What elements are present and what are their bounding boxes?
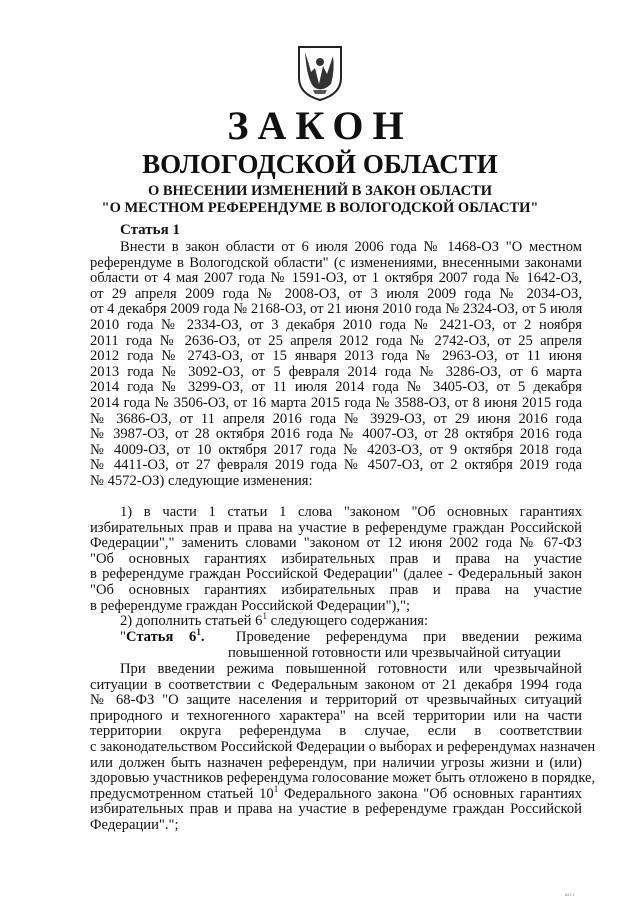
text-line: № 3987-ОЗ, от 28 октября 2016 года № 4007-ОЗ, от 28 октября 2016 года xyxy=(90,426,582,443)
text-line: территории округа референдума в случае, если в соответствии xyxy=(90,723,582,740)
text-line: "Об основных гарантиях избирательных прав и права на участие xyxy=(90,581,582,598)
text-line: № 68-ФЗ "О защите населения и территорий от чрезвычайных ситуаций xyxy=(90,692,582,709)
region-title: ВОЛОГОДСКОЙ ОБЛАСТИ xyxy=(142,149,498,179)
text-line: 2012 года № 2743-ОЗ, от 15 января 2013 года № 2963-ОЗ, от 11 июня xyxy=(90,348,582,365)
text-line: 2013 года № 3092-ОЗ, от 5 февраля 2014 года № 3286-ОЗ, от 6 марта xyxy=(90,363,582,380)
text-line: № 3686-ОЗ, от 11 апреля 2016 года № 3929-ОЗ, от 29 июня 2016 года xyxy=(90,410,582,427)
text-line: "Статья $6^1$. Проведение референдума при введении режима xyxy=(120,627,583,645)
article-1-item-2 xyxy=(90,611,582,630)
text-line: 2010 года № 2334-ОЗ, от 3 декабря 2010 года № 2421-ОЗ, от 2 ноября xyxy=(90,316,582,333)
text-line: предусмотренном статьей $10^1$ Федерального закона "Об основных гарантиях xyxy=(90,783,583,802)
text-line: № 4572-ОЗ) следующие изменения: xyxy=(90,472,313,489)
text-line: избирательных прав и права на участие в референдуме граждан Российской xyxy=(90,801,582,818)
text-line: от 4 декабря 2009 года № 2168-ОЗ, от 21 июня 2010 года № 2324-ОЗ, от 5 июля xyxy=(90,301,583,318)
subtitle-line-1: О ВНЕСЕНИИ ИЗМЕНЕНИЙ В ЗАКОН ОБЛАСТИ xyxy=(147,183,493,199)
text-line: Федерации"."; xyxy=(90,816,179,833)
article-1-intro xyxy=(90,240,582,490)
article-1-item-1 xyxy=(90,505,582,614)
text-line: в референдуме граждан Российской Федерации"),"; xyxy=(90,597,411,614)
text-line: ситуации в соответствии с Федеральным законом от 21 декабря 1994 года xyxy=(90,676,582,693)
text-line: 2) дополнить статьей $6^1$ следующего содержания: xyxy=(120,611,429,629)
text-line: природного и техногенного характера" на всей территории или на части xyxy=(90,707,582,724)
text-line: здоровью участников референдума голосование может быть отложено в порядке, xyxy=(90,770,596,787)
text-line: от 29 апреля 2009 года № 2008-ОЗ, от 3 июля 2009 года № 2034-ОЗ, xyxy=(90,285,582,302)
text-line: 2014 года № 3506-ОЗ, от 16 марта 2015 года № 3588-ОЗ, от 8 июня 2015 года xyxy=(90,394,582,411)
text-line: области от 4 мая 2007 года № 1591-ОЗ, от 1 октября 2007 года № 1642-ОЗ, xyxy=(90,270,582,287)
text-line: избирательных прав и права на участие в референдуме граждан Российской xyxy=(90,519,582,536)
footer-mark: ш ı ı xyxy=(565,893,575,898)
text-line: референдуме в Вологодской области" (с изменениями, внесенными законами xyxy=(90,254,582,271)
text-line: 2011 года № 2636-ОЗ, от 25 апреля 2012 года № 2742-ОЗ, от 25 апреля xyxy=(90,332,582,349)
text-line: 2014 года № 3299-ОЗ, от 11 июля 2014 года № 3405-ОЗ, от 5 декабря xyxy=(90,379,582,396)
text-line: с законодательством Российской Федерации о выборах и референдумах назначен xyxy=(90,738,596,755)
text-line: или должен быть назначен референдум, при наличии угрозы жизни и (или) xyxy=(90,754,582,771)
text-line: Федерации"," заменить словами "законом от 12 июня 2002 года № 67-ФЗ xyxy=(90,535,582,552)
text-line: При введении режима повышенной готовности или чрезвычайной xyxy=(120,661,582,677)
subtitle-line-2: "О МЕСТНОМ РЕФЕРЕНДУМЕ В ВОЛОГОДСКОЙ ОБЛАСТИ" xyxy=(101,200,539,216)
new-article-body xyxy=(90,661,596,834)
text-line: 1) в части 1 статьи 1 слова "законом "Об основных гарантиях xyxy=(120,504,582,520)
document-title: ЗАКОН xyxy=(227,103,413,148)
text-line: № 4009-ОЗ, от 10 октября 2017 года № 4203-ОЗ, от 9 октября 2018 года xyxy=(90,441,582,458)
article-1-heading: Статья 1 xyxy=(120,222,180,238)
text-line: Внести в закон области от 6 июля 2006 года № 1468-ОЗ "О местном xyxy=(120,239,582,255)
vologda-coat-of-arms-icon xyxy=(293,44,347,102)
new-article-heading xyxy=(120,627,583,661)
text-line: "Об основных гарантиях избирательных прав и права на участие xyxy=(90,550,582,567)
text-line: в референдуме граждан Российской Федерации" (далее - Федеральный закон xyxy=(90,566,582,583)
text-line: № 4411-ОЗ, от 27 февраля 2019 года № 4507-ОЗ, от 2 октября 2019 года xyxy=(90,457,582,474)
text-line: повышенной готовности или чрезвычайной ситуации xyxy=(228,644,561,661)
